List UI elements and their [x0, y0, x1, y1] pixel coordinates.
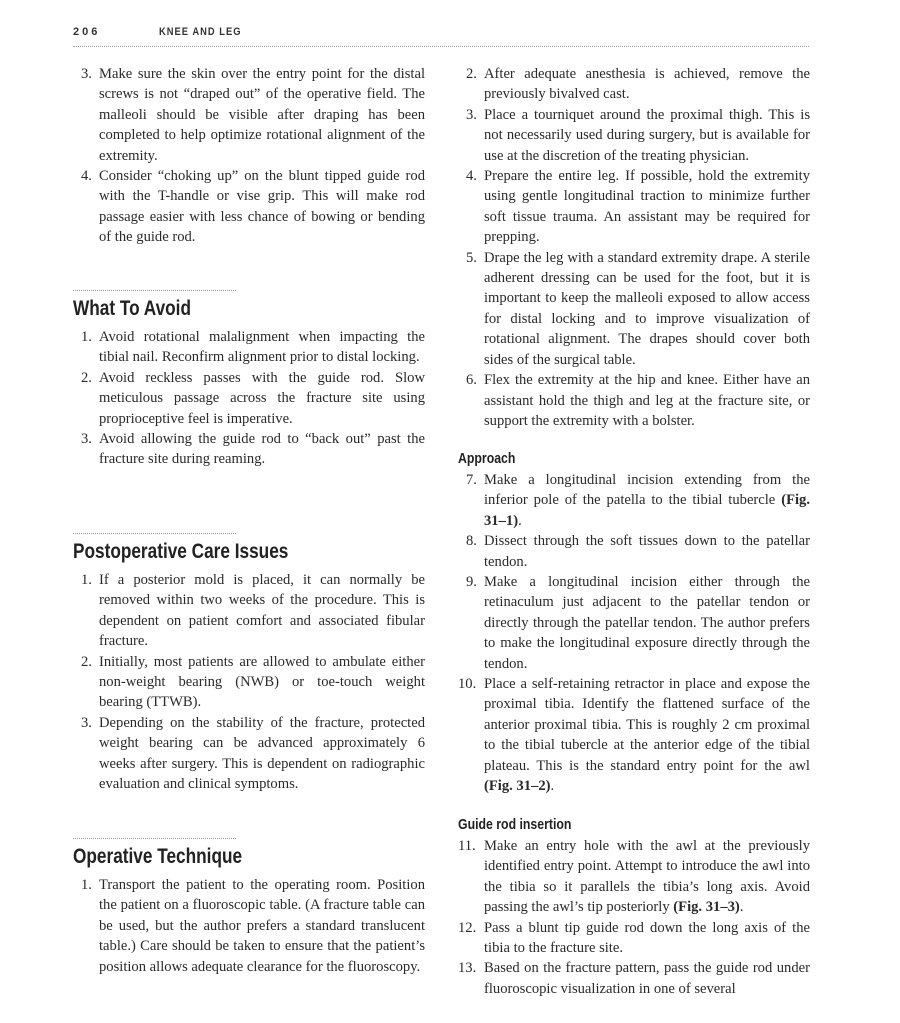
figure-reference: (Fig. 31–2): [484, 778, 551, 795]
subsection-guide-rod-insertion: [458, 814, 810, 999]
running-header: [73, 24, 809, 47]
list-item: 5. Drape the leg with a standard extremity drape. A sterile adherent dressing can be used for the foot, but it is important to keep the malleoli exposed to allow access for distal locking and to improve visualization of rotational alignment. The drapes should cover both sides of the surgical table.: [466, 249, 810, 368]
section-divider: [73, 838, 236, 839]
section-title: What To Avoid: [73, 297, 191, 320]
list-item: 12. Pass a blunt tip guide rod down the long axis of the tibia to the fracture site.: [458, 919, 810, 957]
continued-list: [73, 64, 425, 248]
list-item: 2. Avoid reckless passes with the guide rod. Slow meticulous passage across the fracture site using proprioceptive feel is imperative.: [81, 369, 425, 427]
list-item: 1. If a posterior mold is placed, it can normally be removed within two weeks of the procedure. This is dependent on patient comfort and associated fibular fracture.: [81, 572, 425, 650]
list-item: 1. Avoid rotational malalignment when impacting the tibial nail. Reconfirm alignment prior to distal locking.: [81, 329, 425, 366]
list-item: 9. Make a longitudinal incision either through the retinaculum just adjacent to the patellar tendon or directly through the patellar tendon. The author prefers to make the longitudinal exposure directly through the tendon.: [466, 574, 810, 672]
section-what-to-avoid: [73, 290, 425, 470]
list-item: 8. Dissect through the soft tissues down to the patellar tendon.: [466, 533, 810, 570]
list-item: 6. Flex the extremity at the hip and knee. Either have an assistant hold the thigh and leg at the fracture site, or support the extremity with a bolster.: [466, 372, 810, 429]
list-item: 11. Make an entry hole with the awl at the previously identified entry point. Attempt to introduce the awl into the tibia so it parallels the tibia’s long axis. Avoid passing the awl’s tip posteriorly (Fig. 31–3).: [458, 838, 810, 916]
list-item: 10. Place a self-retaining retractor in place and expose the proximal tibia. Identify the flattened surface of the anterior proximal tibia. This is roughly 2 cm proximal to the tibial tubercle at the anterior edge of the tibial plateau. This is the standard entry point for the awl (Fig. 31–2).: [458, 676, 810, 795]
subsection-title: Approach: [458, 450, 516, 467]
section-title: Operative Technique: [73, 845, 243, 868]
section-divider: [73, 533, 236, 534]
figure-reference: (Fig. 31–1): [484, 492, 810, 529]
list-item: 13. Based on the fracture pattern, pass the guide rod under fluoroscopic visualization in one of several: [458, 960, 810, 997]
list-item: 4. Prepare the entire leg. If possible, hold the extremity using gentle longitudinal traction to minimize further soft tissue trauma. An assistant may be required for prepping.: [466, 168, 810, 246]
page-number: 206: [73, 26, 101, 38]
list-item: 7. Make a longitudinal incision extending from the inferior pole of the patella to the tibial tubercle (Fig. 31–1).: [466, 472, 810, 529]
list-item: 4. Consider “choking up” on the blunt tipped guide rod with the T-handle or vise grip. This will make rod passage easier with less chance of bowing or bending of the guide rod.: [81, 168, 425, 246]
list-item: 2. Initially, most patients are allowed to ambulate either non-weight bearing (NWB) or toe-touch weight bearing (TTWB).: [81, 653, 425, 711]
operative-steps-list: [458, 64, 810, 431]
list-item: 3. Place a tourniquet around the proximal thigh. This is not necessarily used during surgery, but is available for use at the discretion of the treating physician.: [466, 106, 810, 164]
list-item: 1. Transport the patient to the operating room. Position the patient on a fluoroscopic table. (A fracture table can be used, but the author prefers a standard translucent table.) Care should be taken to ensure that the patient’s position allows adequate clearance for the fluoroscopy.: [81, 877, 425, 975]
section-operative-technique: [73, 838, 425, 977]
section-postoperative-care: [73, 533, 425, 794]
list-item: 3. Depending on the stability of the fracture, protected weight bearing can be advanced approximately 6 weeks after surgery. This is dependent on radiographic evaluation and clinical symptoms.: [81, 714, 425, 793]
list-item: 3. Avoid allowing the guide rod to “back out” past the fracture site during reaming.: [81, 431, 425, 468]
list-item: 2. After adequate anesthesia is achieved, remove the previously bivalved cast.: [466, 66, 810, 103]
chapter-title: KNEE AND LEG: [159, 26, 242, 38]
list-item: 3. Make sure the skin over the entry point for the distal screws is not “draped out” of the operative field. The malleoli should be visible after draping has been completed to help optimize rotational alignment of the extremity.: [81, 66, 425, 164]
subsection-approach: [458, 448, 810, 797]
section-title: Postoperative Care Issues: [73, 540, 289, 563]
section-divider: [73, 290, 236, 291]
subsection-title: Guide rod insertion: [458, 816, 572, 833]
figure-reference: (Fig. 31–3): [673, 899, 740, 916]
